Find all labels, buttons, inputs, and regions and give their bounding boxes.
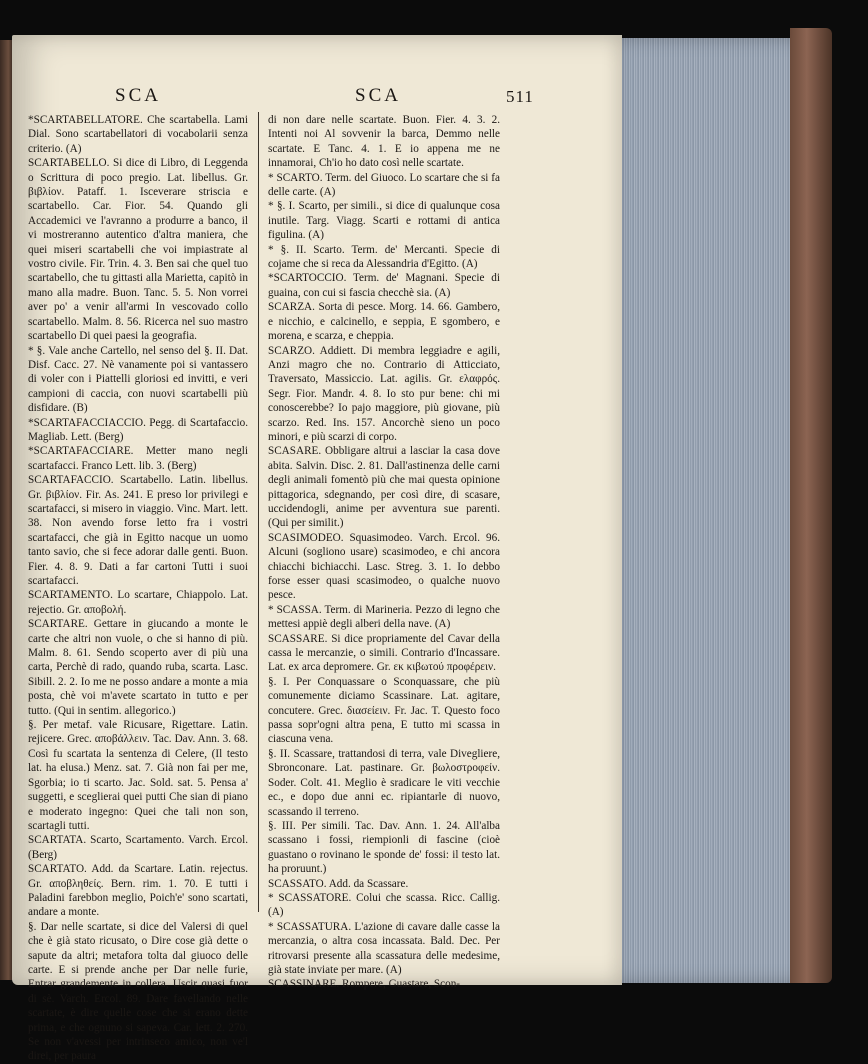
entry: * SCASSATORE. Colui che scassa. Ricc. Callig. (A) xyxy=(268,891,500,919)
entry: SCARTATA. Scarto, Scartamento. Varch. Ercol. (Berg) xyxy=(28,834,248,861)
entry: * §. I. Scarto, per simili., si dice di qualunque cosa inutile. Targ. Viagg. Scarti e rottami di antica figulina. (A) xyxy=(268,200,500,242)
entry: SCASSINARE. Rompere, Guastare, Scon- xyxy=(268,978,461,991)
entry: SCASSARE. Si dice propriamente del Cavar della cassa le mercanzie, o simili. Contrario d'Incassare. Lat. ex arca depromere. Gr. εκ κιβωτού προφέρειν. xyxy=(268,632,500,674)
entry: SCASSATO. Add. da Scassare. xyxy=(268,877,409,890)
entry: SCARTAMENTO. Lo scartare, Chiappolo. Lat. rejectio. Gr. αποβολή. xyxy=(28,589,248,616)
entry: §. Dar nelle scartate, si dice del Valersi di quel che è già stato ricusato, o Dire cose già dette o sapute da altri; metafora tolta dal giuoco delle carte. E si prende anche per Dar nelle furie, Entrar grandemente in collera, Uscir quasi fuor di sè. Varch. Ercol. 89. Dare favellando nelle scartate, è dire quelle cose che si erano dette prima, e che ognuno si sapeva. Car. lett. 2. 270. Se non v'avessi per intrinseco amico, non ve'l direi, per paura xyxy=(28,920,248,1063)
page-edges xyxy=(605,38,805,983)
entry: SCARTATO. Add. da Scartare. Latin. rejectus. Gr. αποβληθείς. Bern. rim. 1. 70. E tutti i Paladini farebbon meglio, Poich'e' sono scartati, andare a monte. xyxy=(28,863,248,919)
entry: di non dare nelle scartate. Buon. Fier. 4. 3. 2. Intenti noi Al sovvenir la barca, Demmo nelle scartate. E Tanc. 4. 1. E io appena me ne innamorai, Ch'io ho dato così nelle scartate. xyxy=(268,114,500,170)
entry: *SCARTOCCIO. Term. de' Magnani. Specie di guaina, con cui si fascia checchè sia. (A) xyxy=(268,272,500,299)
entry: SCASIMODEO. Squasimodeo. Varch. Ercol. 96. Alcuni (sogliono usare) scasimodeo, e chi ancora chiacchi bichiacchi. Lasc. Streg. 3. 1. Io debbo forse esser quasi scasimodeo, o qualche nuovo pesce. xyxy=(268,531,500,602)
entry: §. I. Per Conquassare o Sconquassare, che più comunemente diciamo Scassinare. Lat. agitare, concutere. Grec. διασείειν. Fr. Jac. T. Questo foco passa sopr'ogni altra pena, E tutto mi scassa in ciascuna vena. xyxy=(268,675,500,746)
entry: §. II. Scassare, trattandosi di terra, vale Divegliere, Sbronconare. Lat. pastinare. Gr. βωλοστροφείν. Soder. Colt. 41. Meglio è sradicare le viti vecchie ec., e dopo due anni ec. ripiantarle di nuovo, scassando il terreno. xyxy=(268,747,500,818)
entry: §. III. Per simili. Tac. Dav. Ann. 1. 24. All'alba scassano i fossi, riempionli di fascine (cioè guastano o rovinano le sponde de' fossi: il testo lat. ha proruunt.) xyxy=(268,819,500,876)
right-column xyxy=(268,113,500,991)
running-head-center: SCA xyxy=(355,85,401,106)
entry: SCARZA. Sorta di pesce. Morg. 14. 66. Gambero, e nicchio, e calcinello, e seppia, E sgombero, e morena, e scarza, e cheppia. xyxy=(268,301,500,343)
entry: * SCASSA. Term. di Marineria. Pezzo di legno che mettesi appiè degli alberi della nave. (A) xyxy=(268,603,500,631)
entry: *SCARTABELLATORE. Che scartabella. Lami Dial. Sono scartabellatori di vocabolarii senza criterio. (A) xyxy=(28,114,248,155)
entry: §. Per metaf. vale Ricusare, Rigettare. Latin. rejicere. Grec. αποβάλλειν. Tac. Dav. Ann. 3. 68. Così fu scartata la sentenza di Celere, (Il testo lat. ha elusa.) Menz. sat. 7. Già non fai per me, Sgorbia; io ti scarto. Jac. Sold. sat. 5. Pensa a' suggetti, e sceglierai quei putti Che sian di piano e moderato ingegno: Quei che tali non son, scartagli tutti. xyxy=(28,719,248,832)
entry: * §. Vale anche Cartello, nel senso del §. II. Dat. Disf. Cacc. 27. Nè vanamente poi si vantassero di voler con i Piattelli gloriosi ed invitti, e veri campioni di caccia, con nuovi scartabelli più disfidare. (B) xyxy=(28,344,248,415)
book-cover-right xyxy=(790,28,832,983)
entry: *SCARTAFACCIACCIO. Pegg. di Scartafaccio. Magliab. Lett. (Berg) xyxy=(28,416,248,443)
entry: *SCARTAFACCIARE. Metter mano negli scartafacci. Franco Lett. lib. 3. (Berg) xyxy=(28,445,248,472)
entry: * SCARTO. Term. del Giuoco. Lo scartare che si fa delle carte. (A) xyxy=(268,171,500,199)
entry: SCARTAFACCIO. Scartabello. Latin. libellus. Gr. βιβλίον. Fir. As. 241. E preso lor privilegi e scartafacci, si misero in viaggio. Vinc. Mart. lett. 38. Non avendo forse letto fra i vostri scartafacci, che già in Egitto nacque un uomo tanto savio, che si fece adorar dalle genti. Buon. Fier. 4. 8. 9. Dati a far cartoni Tutti i suoi scartafacci. xyxy=(28,474,248,587)
entry: * §. II. Scarto. Term. de' Mercanti. Specie di cojame che si reca da Alessandria d'Egitto. (A) xyxy=(268,243,500,271)
entry: SCASARE. Obbligare altrui a lasciar la casa dove abita. Salvin. Disc. 2. 81. Dall'astinenza delle carni degli animali fomentò più che mai questa opinione pittagorica, sdegnando, per così dire, di scasare, uccidendogli, anime per avventura sue parenti. (Qui per similit.) xyxy=(268,445,500,530)
entry: SCARTARE. Gettare in giucando a monte le carte che altri non vuole, o che si hanno di più. Malm. 8. 61. Sendo scoperto aver di più una carta, Perchè di rado, quando ruba, scarta. Lasc. Sibill. 2. 2. Io me ne posso andare a monte a mia posta, chè voi m'avete scartato in tutto e per tutto. (Qui in sentim. allegorico.) xyxy=(28,618,248,717)
running-head-left: SCA xyxy=(115,85,161,106)
page-number: 511 xyxy=(506,87,534,106)
entry: * SCASSATURA. L'azione di cavare dalle casse la mercanzia, o altra cosa incassata. Bald. Dec. Per ritrovarsi presente alla scassatura delle medesime, già state inviate per mare. (A) xyxy=(268,920,500,976)
entry: SCARZO. Addiett. Di membra leggiadre e agili, Anzi magro che no. Contrario di Atticciato, Traversato, Massiccio. Lat. agilis. Gr. ελαφρός. Segr. Fior. Mandr. 4. 8. Io sto pur bene: chi mi conoscerebbe? Io pajo maggiore, più giovane, più scarzo. Red. Ins. 157. Ancorchè sieno un poco minori, e più scarzi di corpo. xyxy=(268,344,500,443)
column-divider xyxy=(258,112,259,912)
entry: SCARTABELLO. Si dice di Libro, di Leggenda o Scrittura di poco pregio. Lat. libellus. Gr. βιβλίον. Pataff. 1. Isceverare striscia e scartabello. Car. Fior. 54. Quando gli Accademici ve l'avranno a produrre a banco, il vi mostreranno autentico d'altra maniera, che quei miseri scartabelli che voi impiastrate al vostro civile. Fir. Trin. 4. 3. Ben sai che quel tuo scartabello, che tu gittasti alla Marietta, capitò in mano alla madre. Buon. Tanc. 5. 5. Non vorrei aver po' a venir all'armi In vescovado collo scartabello. Malm. 8. 56. Ricerca nel suo mastro scartabello Di quei paesi la geografia. xyxy=(28,157,248,343)
left-column xyxy=(28,113,248,1063)
